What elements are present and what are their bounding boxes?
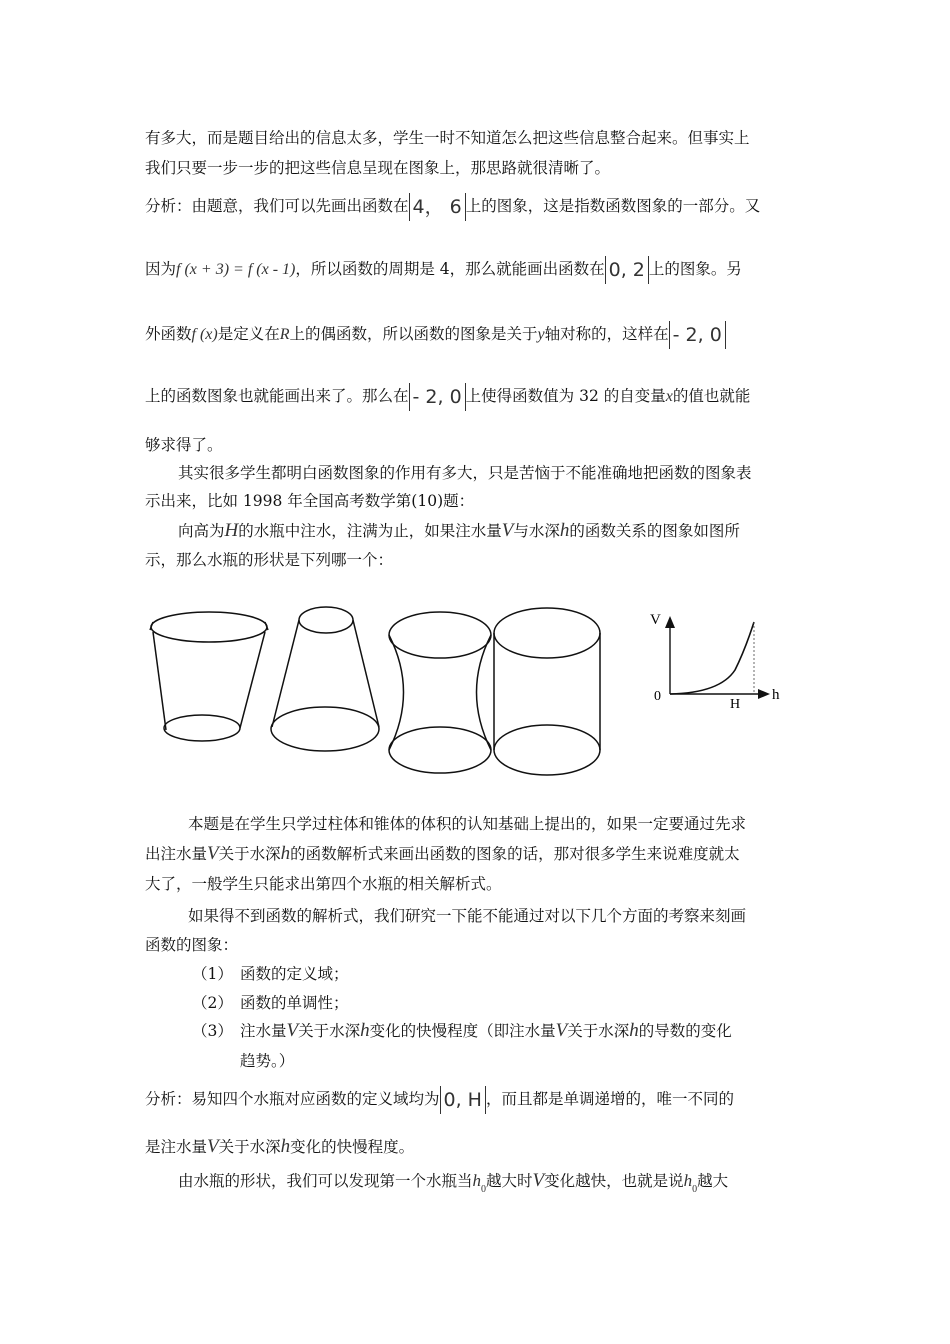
list-item: （3） 注水量V关于水深h变化的快慢程度（即注水量V关于水深h的导数的变化 [192, 1020, 732, 1041]
list-item: （1） 函数的定义域； [192, 965, 349, 983]
periodicity-equation: f (x + 3) = f (x - 1) [176, 261, 296, 278]
interval-0-H: 0, H [440, 1086, 486, 1114]
analysis-line: 是注水量V关于水深h变化的快慢程度。 [145, 1136, 415, 1157]
analysis-line-2: 因为f (x + 3) = f (x - 1)，所以函数的周期是 4，那么就能画出函数在 0, 2 上的图象。另 [145, 256, 742, 284]
paragraph-line: 出注水量V关于水深h的函数解析式来画出函数的图象的话，那对很多学生来说难度就太 [145, 843, 740, 864]
analysis-line-1: 分析：由题意，我们可以先画出函数在 4， 6 上的图象，这是指数函数图象的一部分。又 [145, 193, 760, 221]
text-line: 示出来，比如 1998 年全国高考数学第(10)题： [145, 492, 475, 510]
analysis-line-3: 外函数f (x)是定义在R上的偶函数，所以函数的图象是关于y轴对称的，这样在 - 2, 0 [145, 321, 726, 349]
text-line: 本题是在学生只学过柱体和锥体的体积的认知基础上提出的，如果一定要通过先求 [188, 815, 747, 833]
interval-4-6: 4， 6 [409, 193, 466, 221]
problem-line-1: 向高为H的水瓶中注水，注满为止，如果注水量V与水深h的函数关系的图象如图所 [178, 520, 740, 541]
bottles-figure [0, 590, 950, 800]
analysis-line-4: 上的函数图象也就能画出来了。那么在 - 2, 0 上使得函数值为 32 的自变量x的值也就能 [145, 383, 750, 411]
origin-label: 0 [654, 689, 661, 704]
volume-curve [670, 622, 754, 694]
y-axis-label: V [650, 612, 661, 628]
bottle-3-hourglass [389, 612, 491, 773]
interval-0-2: 0, 2 [605, 256, 649, 284]
x-axis-label: h [772, 687, 780, 703]
text-line: 其实很多学生都明白函数图象的作用有多大，只是苦恼于不能准确地把函数的图象表 [178, 464, 752, 482]
text-line: 示，那么水瓶的形状是下列哪一个： [145, 551, 394, 569]
h-marker-label: H [730, 697, 741, 712]
v-h-graph [650, 612, 780, 712]
text-line: 趋势。） [240, 1052, 295, 1070]
text-line: 大了，一般学生只能求出第四个水瓶的相关解析式。 [145, 875, 502, 893]
text-line: 如果得不到函数的解析式，我们研究一下能不能通过对以下几个方面的考察来刻画 [188, 907, 747, 925]
list-item: （2） 函数的单调性； [192, 994, 349, 1012]
bottle-4-cylinder [494, 608, 600, 775]
bottle-2-cone [271, 607, 379, 751]
text-line: 有多大，而是题目给出的信息太多，学生一时不知道怎么把这些信息整合起来。但事实上 [145, 129, 750, 147]
text-line: 我们只要一步一步的把这些信息呈现在图象上，那思路就很清晰了。 [145, 159, 611, 177]
text-line: 函数的图象： [145, 936, 239, 954]
interval-neg2-0: - 2, 0 [409, 383, 466, 411]
paragraph-line: 由水瓶的形状，我们可以发现第一个水瓶当$h_0$越大时V变化越快，也就是说$h_0$越大 [178, 1170, 729, 1195]
analysis-line: 分析：易知四个水瓶对应函数的定义域均为 0, H ，而且都是单调递增的，唯一不同的 [145, 1086, 734, 1114]
text-line: 够求得了。 [145, 436, 223, 454]
bottle-1-cup [150, 612, 268, 741]
x-axis-arrow [758, 689, 770, 699]
interval-neg2-0: - 2, 0 [669, 321, 726, 349]
y-axis-arrow [665, 616, 675, 628]
